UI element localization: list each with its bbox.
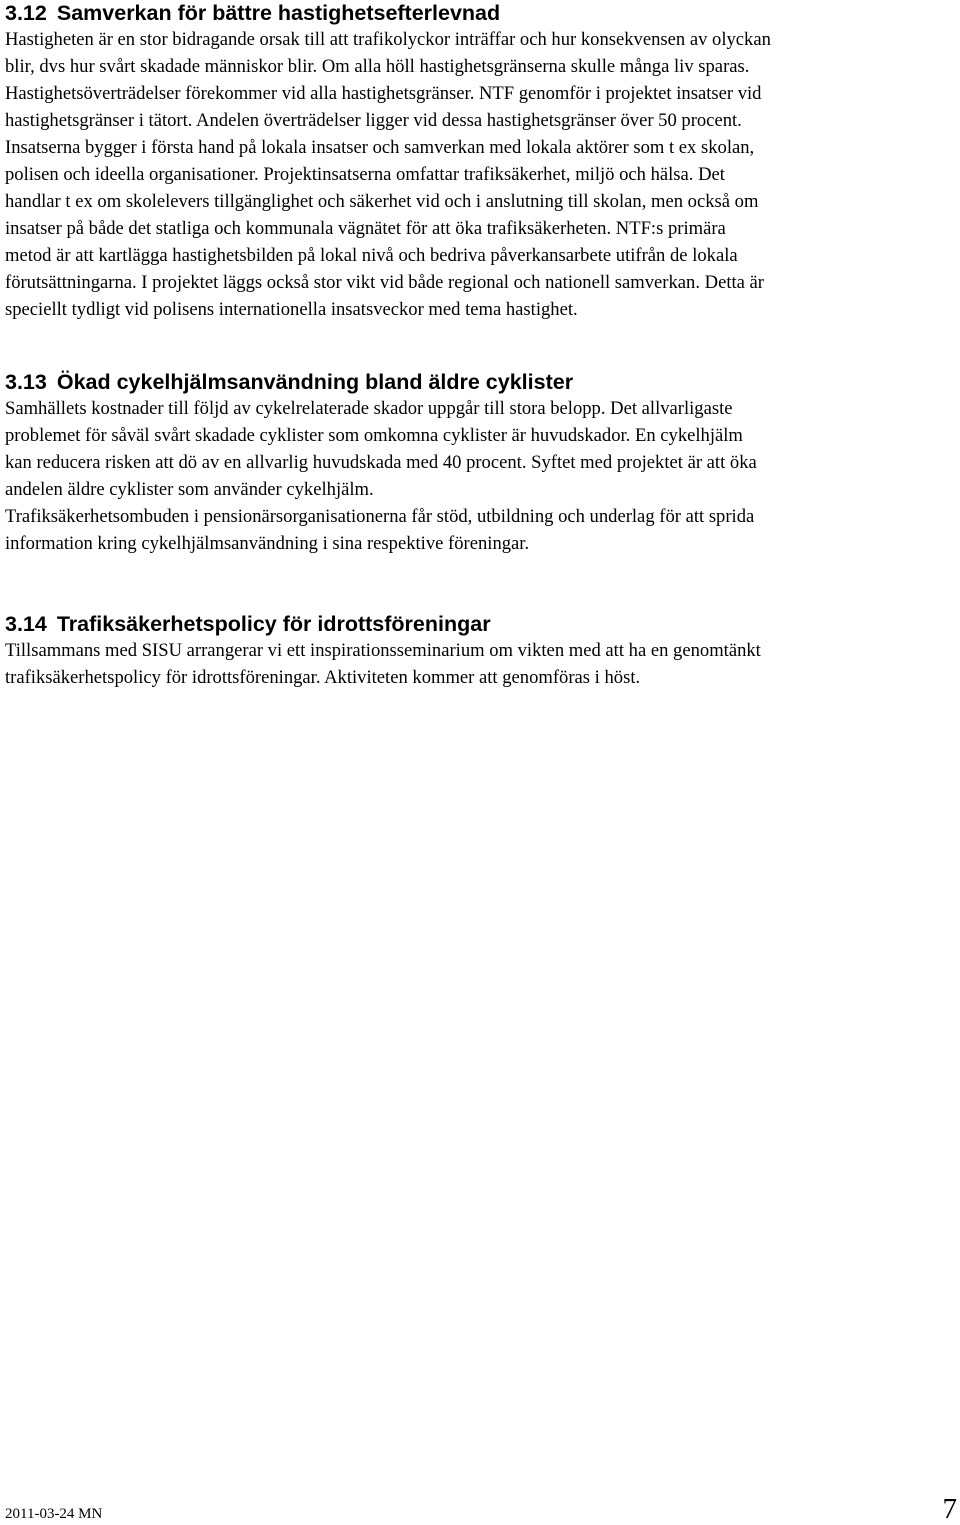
body-line: polisen och ideella organisationer. Projektinsatserna omfattar trafiksäkerhet, miljö och hälsa. Det: [5, 164, 725, 185]
section-number: 3.13: [5, 370, 47, 394]
section-title: Ökad cykelhjälmsanvändning bland äldre cyklister: [56, 370, 574, 394]
body-line: insatser på både det statliga och kommunala vägnätet för att öka trafiksäkerheten. NTF:s primära: [5, 218, 726, 239]
body-line: metod är att kartlägga hastighetsbilden på lokal nivå och bedriva påverkansarbete utifrån de lokala: [5, 245, 738, 266]
section-3-13: [5, 369, 757, 557]
body-line: andelen äldre cyklister som använder cykelhjälm.: [5, 479, 374, 500]
section-title: Trafiksäkerhetspolicy för idrottsföreningar: [56, 612, 491, 636]
body-line: hastighetsgränser i tätort. Andelen överträdelser ligger vid dessa hastighetsgränser över 50 procent.: [5, 110, 742, 131]
body-line: handlar t ex om skolelevers tillgänglighet och säkerhet vid och i anslutning till skolan, men också om: [5, 191, 759, 212]
body-line: blir, dvs hur svårt skadade människor blir. Om alla höll hastighetsgränserna skulle många liv sparas.: [5, 56, 750, 77]
section-heading: [5, 611, 761, 637]
section-3-12: [5, 0, 771, 323]
body-line: Samhällets kostnader till följd av cykelrelaterade skador uppgår till stora belopp. Det allvarligaste: [5, 398, 733, 419]
footer-date-author: 2011-03-24 MN: [5, 1506, 103, 1522]
section-body: [5, 395, 757, 557]
section-3-14: [5, 611, 761, 691]
section-number: 3.14: [5, 612, 47, 636]
body-line: Hastigheten är en stor bidragande orsak till att trafikolyckor inträffar och hur konsekvensen av olyckan: [5, 29, 771, 50]
section-heading: [5, 0, 771, 26]
body-line: Insatserna bygger i första hand på lokala insatser och samverkan med lokala aktörer som t ex skolan,: [5, 137, 755, 158]
body-line: problemet för såväl svårt skadade cyklister som omkomna cyklister är huvudskador. En cykelhjälm: [5, 425, 743, 446]
body-line: kan reducera risken att dö av en allvarlig huvudskada med 40 procent. Syftet med projektet är att öka: [5, 452, 757, 473]
section-heading: [5, 369, 757, 395]
body-line: trafiksäkerhetspolicy för idrottsföreningar. Aktiviteten kommer att genomföras i höst.: [5, 667, 641, 688]
body-line: förutsättningarna. I projektet läggs också stor vikt vid både regional och nationell samverkan. Detta är: [5, 272, 765, 293]
section-body: [5, 26, 771, 323]
body-line: Tillsammans med SISU arrangerar vi ett inspirationsseminarium om vikten med att ha en genomtänkt: [5, 640, 761, 661]
body-line: Trafiksäkerhetsombuden i pensionärsorganisationerna får stöd, utbildning och underlag för att sprida: [5, 506, 755, 527]
page-number: 7: [942, 1493, 957, 1525]
body-line: speciellt tydligt vid polisens internationella insatsveckor med tema hastighet.: [5, 299, 578, 320]
section-title: Samverkan för bättre hastighetsefterlevnad: [56, 1, 501, 25]
body-line: Hastighetsöverträdelser förekommer vid alla hastighetsgränser. NTF genomför i projektet insatser vid: [5, 83, 762, 104]
body-line: information kring cykelhjälmsanvändning i sina respektive föreningar.: [5, 533, 530, 554]
section-body: [5, 637, 761, 691]
section-number: 3.12: [5, 1, 47, 25]
